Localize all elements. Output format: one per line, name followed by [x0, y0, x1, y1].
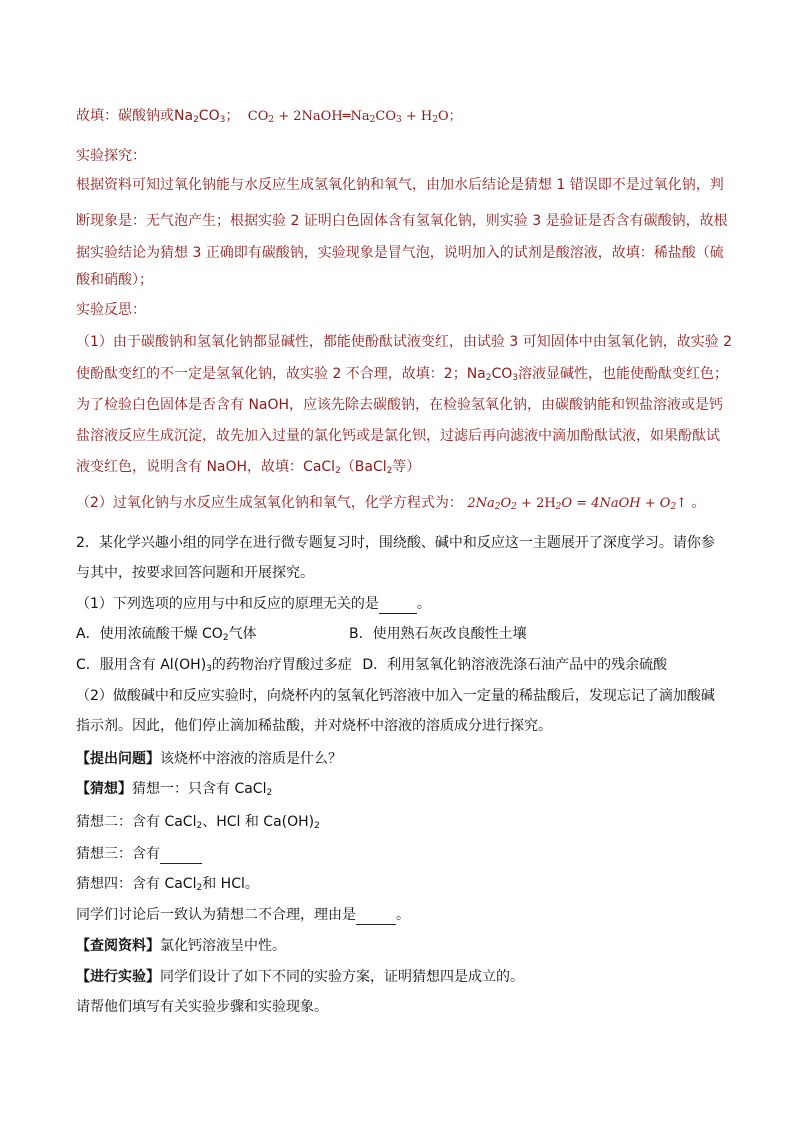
guess-1: 【猜想】猜想一：只含有 CaCl$_2$	[76, 781, 273, 798]
option-row-cd	[76, 655, 667, 675]
answer-blank-1[interactable]	[379, 599, 417, 614]
instruction-line: 请帮他们填写有关实验步骤和实验现象。	[76, 999, 328, 1015]
q2-stem-line-1: 2．某化学兴趣小组的同学在进行微专题复习时，围绕酸、碱中和反应这一主题展开了深度学习。请你参	[76, 535, 715, 551]
reflect-line-1: （1）由于碳酸钠和氢氧化钠都显碱性，都能使酚酞试液变红，由试验 3 可知固体中由氢氧化钠，故实验 2	[76, 334, 733, 350]
ask-question: 【提出问题】该烧杯中溶液的溶质是什么？	[76, 751, 342, 767]
reflect-line-3: 为了检验白色固体是否含有 NaOH，应该先除去碳酸钠，在检验氢氧化钠，由碳酸钠能和钡盐溶液或是钙	[76, 397, 724, 413]
reflect-title: 实验反思：	[76, 302, 146, 318]
discuss-line: 同学们讨论后一致认为猜想二不合理，理由是 。	[76, 907, 410, 923]
q2-part2-line-2: 指示剂。因此，他们停止滴加稀盐酸，并对烧杯中溶液的溶质成分进行探究。	[76, 718, 552, 734]
answer-blank-2[interactable]	[160, 849, 202, 864]
q2-part1: （1）下列选项的应用与中和反应的原理无关的是 。	[76, 596, 431, 612]
option-b: B．使用熟石灰改良酸性土壤	[349, 626, 527, 642]
guess-3: 猜想三：含有	[76, 844, 202, 864]
explore-title: 实验探究：	[76, 148, 146, 164]
answer-blank-3[interactable]	[356, 910, 396, 925]
option-row-ab	[76, 624, 527, 644]
reflect-line-5: 液变红色，说明含有 NaOH，故填：CaCl$_2$（BaCl$_2$等）	[76, 459, 421, 476]
equation-na2o2-h2o: $2Na_2O_2 + 2H_2O$ = 4NaOH + $O_2↑$	[467, 496, 688, 512]
option-a: A．使用浓硫酸干燥 $CO_2$气体	[76, 626, 257, 643]
reflect-line-4: 盐溶液反应生成沉淀，故先加入过量的氯化钙或是氯化钡，过滤后再向滤液中滴加酚酞试液，如果酚酞试	[76, 428, 720, 444]
equation-co2-naoh: $CO_2$ + $2NaOH═Na_2CO_3 + H_2O$；	[247, 109, 462, 125]
q2-stem-line-2: 与其中，按要求回答问题和开展探究。	[76, 565, 314, 581]
reflect-line-2: 使酚酞变红的不一定是氢氧化钠，故实验 2 不合理，故填：2；$Na_2CO_3$溶液显碱性，也能使酚酞变红色；	[76, 366, 729, 383]
guess-2: 猜想二：含有 CaCl$_2$、HCl 和 $Ca(OH)_2$	[76, 814, 320, 831]
option-d: D．利用氢氧化钠溶液洗涤石油产品中的残余硫酸	[362, 657, 668, 673]
explore-line-3: 据实验结论为猜想 3 正确即有碳酸钠，实验现象是冒气泡，说明加入的试剂是酸溶液，故填：稀盐酸（硫	[76, 245, 724, 261]
q2-part2-line-1: （2）做酸碱中和反应实验时，向烧杯内的氢氧化钙溶液中加入一定量的稀盐酸后，发现忘记了滴加酸碱	[76, 688, 715, 704]
explore-line-1: 根据资料可知过氧化钠能与水反应生成氢氧化钠和氧气，由加水后结论是猜想 1 错误即不是过氧化钠，判	[76, 177, 724, 193]
reflect-line-6: （2）过氧化钠与水反应生成氢氧化钠和氧气，化学方程式为： $2Na_2O_2 + 2H_2O$ = 4NaOH + $O_2↑$ 。	[76, 495, 706, 512]
answer-line-1: 故填：碳酸钠或$Na_2CO_3$； $CO_2$ + $2NaOH═Na_2CO_3 + H_2O$；	[76, 108, 462, 125]
explore-line-2: 断现象是：无气泡产生；根据实验 2 证明白色固体含有氢氧化钠，则实验 3 是验证是否含有碳酸钠，故根	[76, 213, 728, 229]
option-c: C．服用含有 $Al(OH)_3$的药物治疗胃酸过多症	[76, 657, 352, 674]
guess-4: 猜想四：含有 CaCl$_2$和 HCl。	[76, 876, 259, 893]
explore-line-4: 酸和硝酸）；	[76, 272, 153, 288]
info-line: 【查阅资料】氯化钙溶液呈中性。	[76, 938, 286, 954]
experiment-line: 【进行实验】同学们设计了如下不同的实验方案，证明猜想四是成立的。	[76, 969, 524, 985]
